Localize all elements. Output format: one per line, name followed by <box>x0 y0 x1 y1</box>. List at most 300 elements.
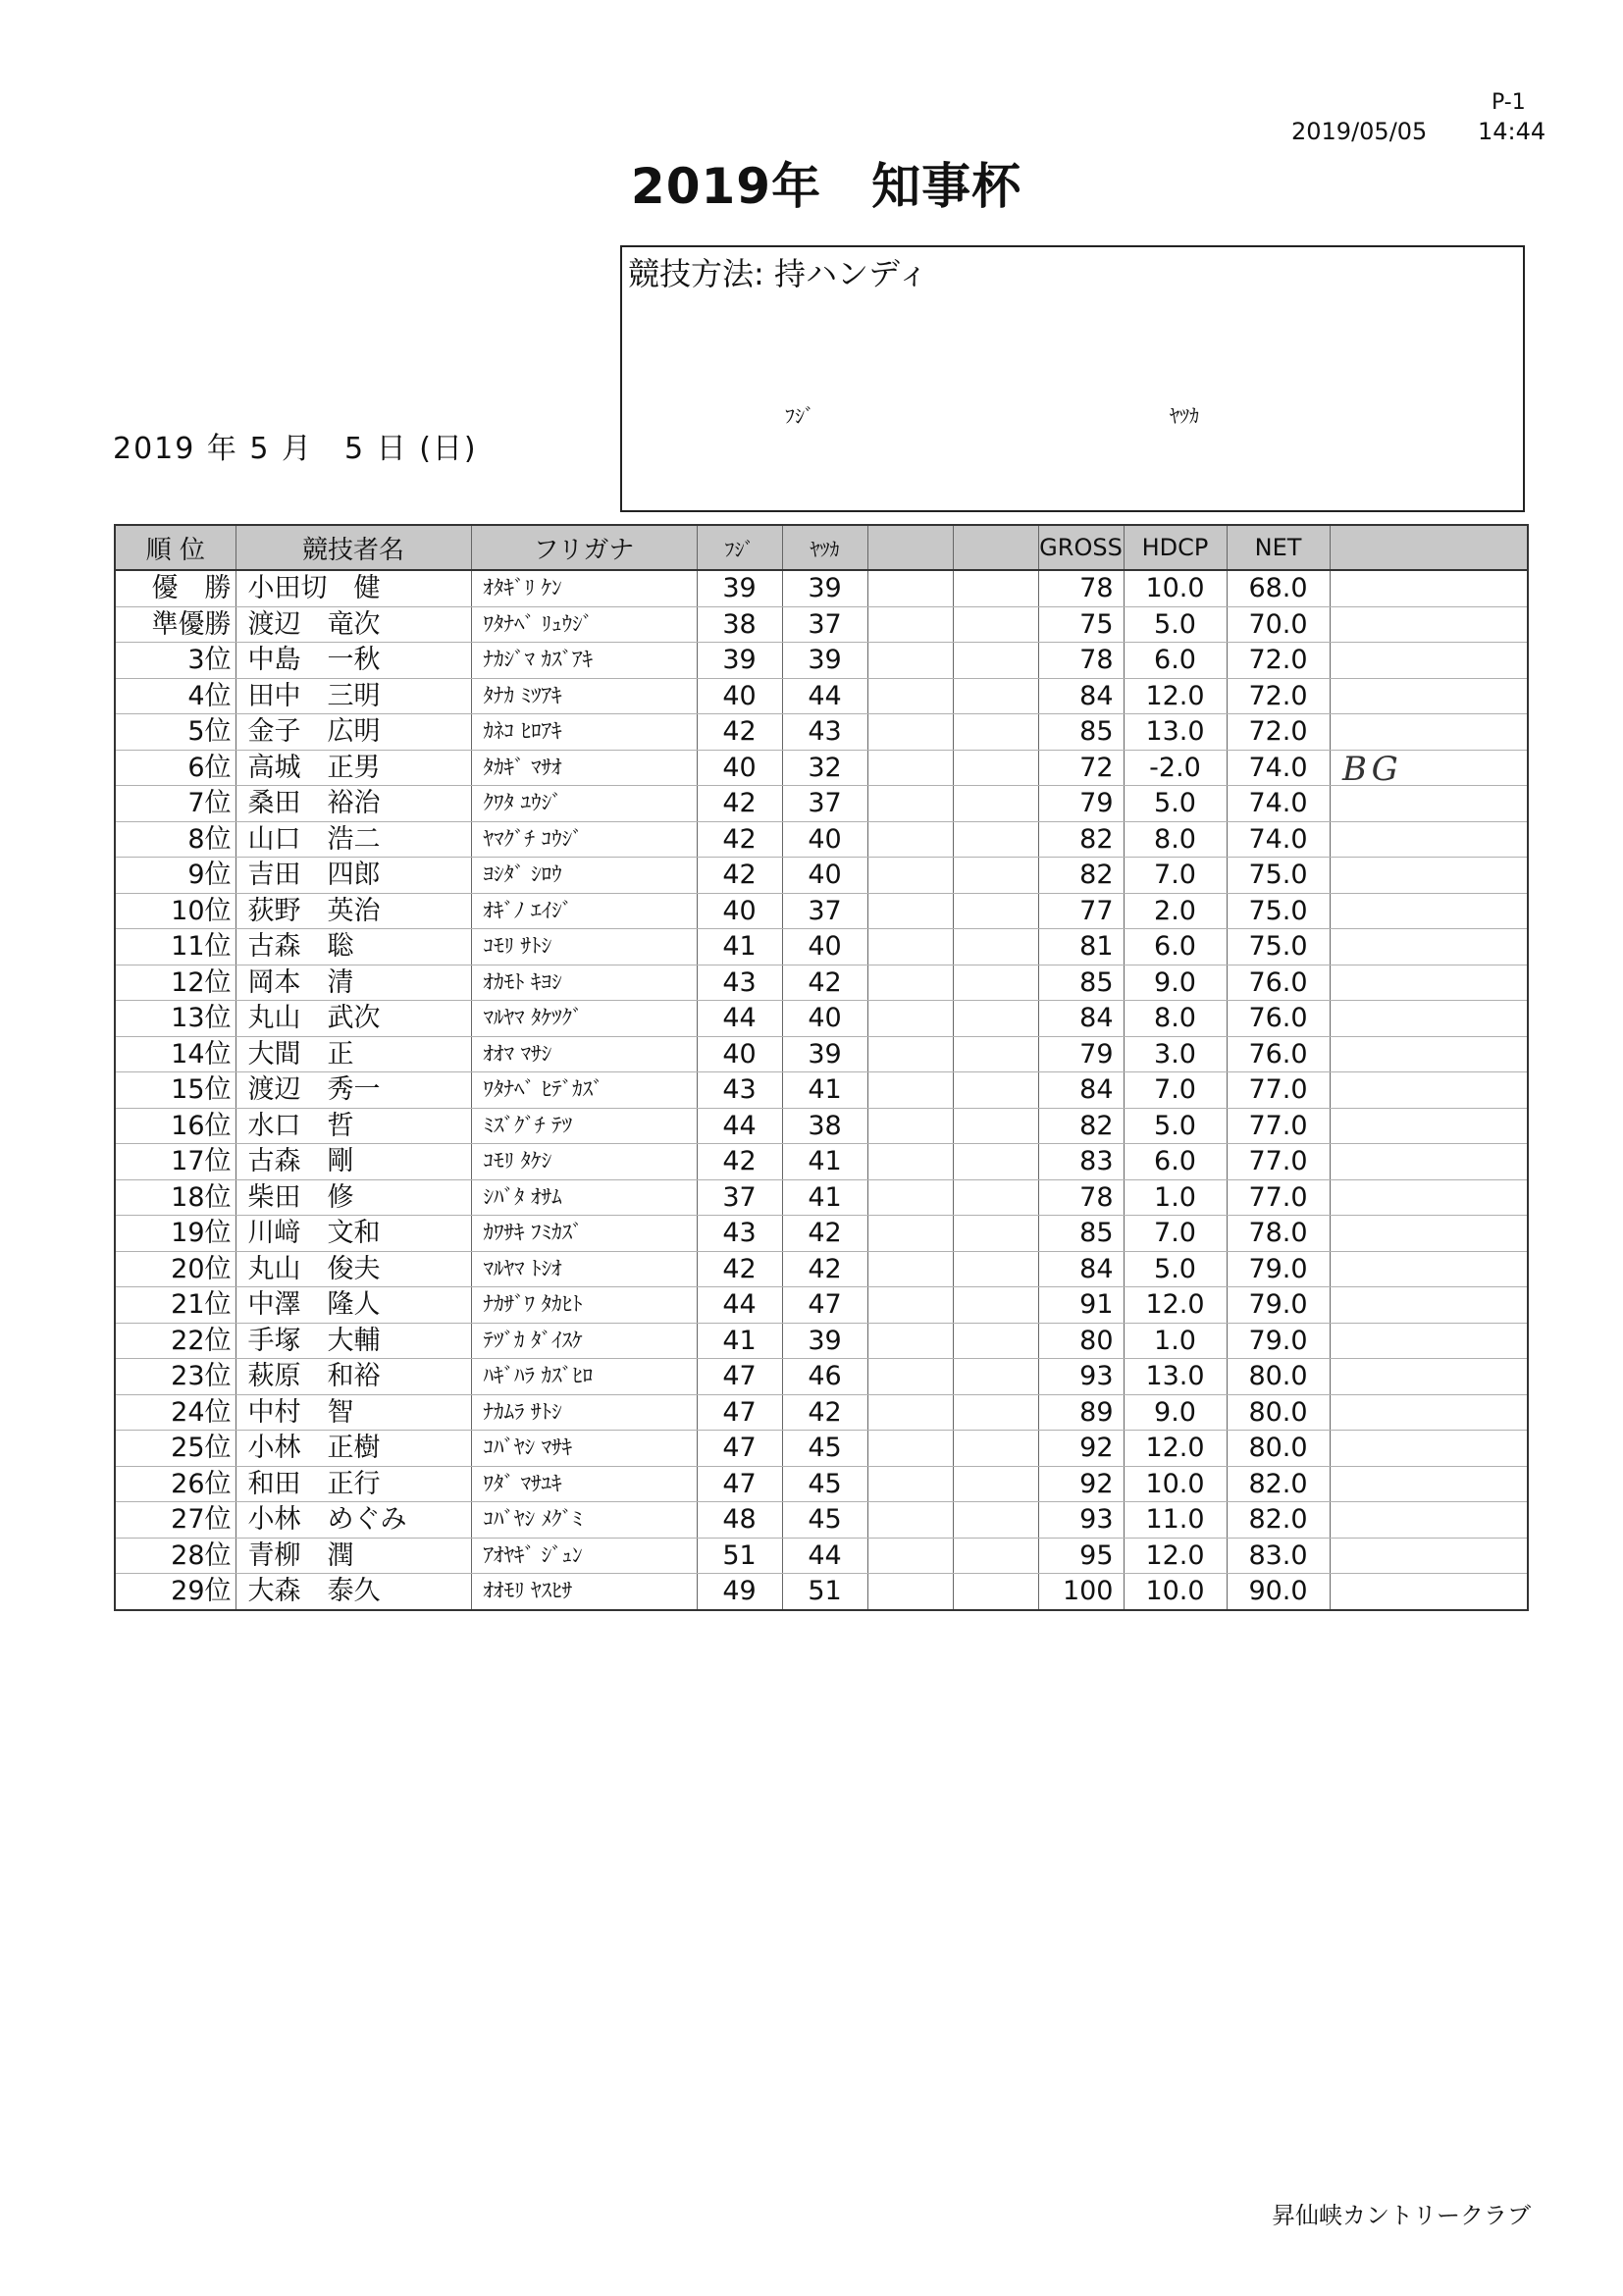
cell-note <box>1330 714 1528 751</box>
cell-hdcp: 9.0 <box>1124 965 1227 1001</box>
cell-blank1 <box>867 821 953 858</box>
cell-hdcp: 7.0 <box>1124 858 1227 894</box>
cell-course2: 42 <box>782 1394 867 1431</box>
cell-blank1 <box>867 858 953 894</box>
cell-hdcp: 11.0 <box>1124 1502 1227 1539</box>
cell-note <box>1330 1072 1528 1109</box>
cell-net: 79.0 <box>1227 1323 1330 1359</box>
cell-note <box>1330 821 1528 858</box>
cell-gross: 75 <box>1038 606 1124 643</box>
cell-course1: 47 <box>697 1394 782 1431</box>
header-course2: ﾔﾂｶ <box>782 525 867 570</box>
cell-note <box>1330 643 1528 679</box>
cell-name: 小林 正樹 <box>236 1431 471 1467</box>
cell-blank1 <box>867 570 953 606</box>
cell-rank: 11位 <box>115 929 236 965</box>
cell-course1: 42 <box>697 786 782 822</box>
cell-gross: 93 <box>1038 1359 1124 1395</box>
cell-rank: 22位 <box>115 1323 236 1359</box>
cell-rank: 20位 <box>115 1251 236 1287</box>
cell-net: 72.0 <box>1227 714 1330 751</box>
cell-gross: 83 <box>1038 1144 1124 1180</box>
cell-name: 柴田 修 <box>236 1179 471 1216</box>
cell-kana: ﾅｶｻﾞﾜ ﾀｶﾋﾄ <box>471 1287 697 1324</box>
cell-blank1 <box>867 643 953 679</box>
cell-hdcp: 12.0 <box>1124 678 1227 714</box>
cell-hdcp: 6.0 <box>1124 1144 1227 1180</box>
cell-course2: 47 <box>782 1287 867 1324</box>
cell-blank1 <box>867 1394 953 1431</box>
table-row <box>115 1072 1528 1109</box>
cell-hdcp: 5.0 <box>1124 1251 1227 1287</box>
cell-hdcp: 10.0 <box>1124 570 1227 606</box>
cell-course1: 39 <box>697 570 782 606</box>
cell-hdcp: 10.0 <box>1124 1574 1227 1610</box>
table-row <box>115 893 1528 929</box>
cell-rank: 26位 <box>115 1466 236 1502</box>
cell-net: 75.0 <box>1227 893 1330 929</box>
cell-blank2 <box>953 678 1038 714</box>
table-row <box>115 821 1528 858</box>
event-date: 2019 年 5 月 5 日 (日) <box>113 432 478 466</box>
cell-blank2 <box>953 1466 1038 1502</box>
cell-kana: ﾊｷﾞﾊﾗ ｶｽﾞﾋﾛ <box>471 1359 697 1395</box>
table-row <box>115 1538 1528 1574</box>
cell-blank1 <box>867 965 953 1001</box>
cell-note <box>1330 1574 1528 1610</box>
cell-name: 水口 哲 <box>236 1108 471 1144</box>
cell-note <box>1330 570 1528 606</box>
cell-name: 和田 正行 <box>236 1466 471 1502</box>
cell-blank2 <box>953 1251 1038 1287</box>
cell-blank2 <box>953 929 1038 965</box>
cell-hdcp: 12.0 <box>1124 1538 1227 1574</box>
cell-net: 77.0 <box>1227 1179 1330 1216</box>
cell-net: 79.0 <box>1227 1251 1330 1287</box>
cell-name: 桑田 裕治 <box>236 786 471 822</box>
cell-gross: 72 <box>1038 750 1124 786</box>
course2-label: ﾔﾂｶ <box>1170 404 1199 428</box>
cell-hdcp: 5.0 <box>1124 1108 1227 1144</box>
cell-name: 大間 正 <box>236 1036 471 1072</box>
cell-rank: 27位 <box>115 1502 236 1539</box>
header-blank2 <box>953 525 1038 570</box>
cell-net: 80.0 <box>1227 1394 1330 1431</box>
cell-net: 68.0 <box>1227 570 1330 606</box>
cell-gross: 84 <box>1038 678 1124 714</box>
cell-hdcp: 2.0 <box>1124 893 1227 929</box>
cell-net: 83.0 <box>1227 1538 1330 1574</box>
cell-note <box>1330 858 1528 894</box>
cell-net: 79.0 <box>1227 1287 1330 1324</box>
table-row <box>115 1287 1528 1324</box>
cell-rank: 5位 <box>115 714 236 751</box>
cell-name: 中島 一秋 <box>236 643 471 679</box>
cell-course1: 40 <box>697 678 782 714</box>
cell-blank1 <box>867 1072 953 1109</box>
cell-blank1 <box>867 1036 953 1072</box>
cell-gross: 82 <box>1038 858 1124 894</box>
cell-note <box>1330 1108 1528 1144</box>
cell-name: 古森 聡 <box>236 929 471 965</box>
cell-note <box>1330 1431 1528 1467</box>
cell-net: 74.0 <box>1227 750 1330 786</box>
cell-course2: 45 <box>782 1502 867 1539</box>
cell-note <box>1330 929 1528 965</box>
cell-net: 70.0 <box>1227 606 1330 643</box>
cell-hdcp: 5.0 <box>1124 606 1227 643</box>
header-name: 競技者名 <box>236 525 471 570</box>
cell-kana: ﾅｶﾑﾗ ｻﾄｼ <box>471 1394 697 1431</box>
cell-hdcp: 12.0 <box>1124 1287 1227 1324</box>
header-blank1 <box>867 525 953 570</box>
cell-course1: 42 <box>697 1144 782 1180</box>
cell-blank2 <box>953 1179 1038 1216</box>
cell-rank: 28位 <box>115 1538 236 1574</box>
cell-course2: 40 <box>782 929 867 965</box>
cell-net: 90.0 <box>1227 1574 1330 1610</box>
cell-blank2 <box>953 643 1038 679</box>
cell-gross: 82 <box>1038 1108 1124 1144</box>
cell-gross: 85 <box>1038 1216 1124 1252</box>
cell-blank1 <box>867 1538 953 1574</box>
cell-blank1 <box>867 1001 953 1037</box>
cell-name: 川﨑 文和 <box>236 1216 471 1252</box>
cell-net: 80.0 <box>1227 1431 1330 1467</box>
cell-gross: 92 <box>1038 1466 1124 1502</box>
cell-kana: ｺﾊﾞﾔｼ ﾏｻｷ <box>471 1431 697 1467</box>
cell-rank: 9位 <box>115 858 236 894</box>
cell-course2: 32 <box>782 750 867 786</box>
cell-note <box>1330 1394 1528 1431</box>
cell-hdcp: 10.0 <box>1124 1466 1227 1502</box>
cell-gross: 78 <box>1038 570 1124 606</box>
course1-label: ﾌｼﾞ <box>785 404 814 428</box>
cell-net: 77.0 <box>1227 1144 1330 1180</box>
cell-name: 青柳 潤 <box>236 1538 471 1574</box>
header-course1: ﾌｼﾞ <box>697 525 782 570</box>
cell-name: 大森 泰久 <box>236 1574 471 1610</box>
cell-gross: 95 <box>1038 1538 1124 1574</box>
cell-kana: ｵｷﾞﾉ ｴｲｼﾞ <box>471 893 697 929</box>
cell-blank1 <box>867 786 953 822</box>
cell-note <box>1330 1144 1528 1180</box>
cell-kana: ﾖｼﾀﾞ ｼﾛｳ <box>471 858 697 894</box>
cell-name: 古森 剛 <box>236 1144 471 1180</box>
cell-name: 手塚 大輔 <box>236 1323 471 1359</box>
cell-kana: ﾀﾅｶ ﾐﾂｱｷ <box>471 678 697 714</box>
cell-name: 山口 浩二 <box>236 821 471 858</box>
cell-course2: 39 <box>782 570 867 606</box>
cell-net: 80.0 <box>1227 1359 1330 1395</box>
cell-course1: 48 <box>697 1502 782 1539</box>
cell-kana: ｸﾜﾀ ﾕｳｼﾞ <box>471 786 697 822</box>
cell-course2: 45 <box>782 1431 867 1467</box>
cell-net: 77.0 <box>1227 1108 1330 1144</box>
table-row <box>115 1036 1528 1072</box>
cell-course1: 44 <box>697 1108 782 1144</box>
cell-kana: ﾔﾏｸﾞﾁ ｺｳｼﾞ <box>471 821 697 858</box>
cell-course2: 39 <box>782 643 867 679</box>
cell-course1: 42 <box>697 714 782 751</box>
cell-blank2 <box>953 714 1038 751</box>
cell-course2: 42 <box>782 1216 867 1252</box>
cell-hdcp: 8.0 <box>1124 1001 1227 1037</box>
cell-blank1 <box>867 606 953 643</box>
cell-kana: ｶﾈｺ ﾋﾛｱｷ <box>471 714 697 751</box>
cell-blank2 <box>953 570 1038 606</box>
table-row <box>115 678 1528 714</box>
cell-gross: 91 <box>1038 1287 1124 1324</box>
cell-course2: 44 <box>782 1538 867 1574</box>
cell-gross: 84 <box>1038 1001 1124 1037</box>
cell-blank2 <box>953 1574 1038 1610</box>
cell-rank: 12位 <box>115 965 236 1001</box>
cell-gross: 77 <box>1038 893 1124 929</box>
results-table <box>114 524 1529 1611</box>
cell-blank2 <box>953 1287 1038 1324</box>
club-name: 昇仙峡カントリークラブ <box>1272 2202 1531 2229</box>
cell-kana: ﾐｽﾞｸﾞﾁ ﾃﾂ <box>471 1108 697 1144</box>
cell-blank2 <box>953 1323 1038 1359</box>
cell-course1: 51 <box>697 1538 782 1574</box>
cell-note <box>1330 893 1528 929</box>
cell-blank2 <box>953 1431 1038 1467</box>
cell-blank2 <box>953 786 1038 822</box>
page-number: P-1 <box>1492 90 1526 115</box>
cell-hdcp: 6.0 <box>1124 929 1227 965</box>
cell-gross: 80 <box>1038 1323 1124 1359</box>
cell-blank1 <box>867 1216 953 1252</box>
cell-course2: 38 <box>782 1108 867 1144</box>
header-note <box>1330 525 1528 570</box>
cell-blank1 <box>867 1323 953 1359</box>
cell-gross: 78 <box>1038 1179 1124 1216</box>
cell-gross: 79 <box>1038 1036 1124 1072</box>
cell-rank: 8位 <box>115 821 236 858</box>
cell-rank: 24位 <box>115 1394 236 1431</box>
cell-blank2 <box>953 1359 1038 1395</box>
cell-name: 丸山 俊夫 <box>236 1251 471 1287</box>
cell-course1: 39 <box>697 643 782 679</box>
handwritten-note: BG <box>1342 750 1402 789</box>
cell-kana: ｼﾊﾞﾀ ｵｻﾑ <box>471 1179 697 1216</box>
cell-kana: ﾜﾀﾞ ﾏｻﾕｷ <box>471 1466 697 1502</box>
cell-rank: 19位 <box>115 1216 236 1252</box>
cell-name: 萩原 和裕 <box>236 1359 471 1395</box>
cell-name: 丸山 武次 <box>236 1001 471 1037</box>
cell-blank2 <box>953 750 1038 786</box>
cell-course1: 43 <box>697 965 782 1001</box>
cell-course1: 37 <box>697 1179 782 1216</box>
cell-course2: 39 <box>782 1323 867 1359</box>
cell-gross: 84 <box>1038 1072 1124 1109</box>
cell-course1: 42 <box>697 821 782 858</box>
cell-course1: 40 <box>697 1036 782 1072</box>
cell-rank: 6位 <box>115 750 236 786</box>
cell-course2: 43 <box>782 714 867 751</box>
cell-rank: 15位 <box>115 1072 236 1109</box>
cell-blank2 <box>953 606 1038 643</box>
cell-note <box>1330 1036 1528 1072</box>
table-row <box>115 1466 1528 1502</box>
header-net: NET <box>1227 525 1330 570</box>
cell-hdcp: 8.0 <box>1124 821 1227 858</box>
table-row <box>115 606 1528 643</box>
cell-name: 荻野 英治 <box>236 893 471 929</box>
table-row <box>115 1144 1528 1180</box>
cell-course2: 42 <box>782 965 867 1001</box>
cell-note <box>1330 1001 1528 1037</box>
cell-blank2 <box>953 1502 1038 1539</box>
cell-course1: 43 <box>697 1216 782 1252</box>
cell-course2: 44 <box>782 678 867 714</box>
table-row <box>115 750 1528 786</box>
competition-method-label: 競技方法: 持ハンディ <box>628 255 929 292</box>
cell-rank: 4位 <box>115 678 236 714</box>
cell-blank1 <box>867 1251 953 1287</box>
cell-net: 74.0 <box>1227 821 1330 858</box>
table-header-row <box>115 525 1528 570</box>
cell-note <box>1330 678 1528 714</box>
cell-kana: ﾏﾙﾔﾏ ﾄｼｵ <box>471 1251 697 1287</box>
cell-name: 小田切 健 <box>236 570 471 606</box>
table-row <box>115 858 1528 894</box>
cell-hdcp: 3.0 <box>1124 1036 1227 1072</box>
print-date: 2019/05/05 <box>1291 118 1428 145</box>
cell-course1: 41 <box>697 1323 782 1359</box>
cell-kana: ｺﾓﾘ ﾀｹｼ <box>471 1144 697 1180</box>
header-gross: GROSS <box>1038 525 1124 570</box>
cell-course2: 37 <box>782 786 867 822</box>
cell-net: 74.0 <box>1227 786 1330 822</box>
cell-course2: 37 <box>782 606 867 643</box>
cell-name: 田中 三明 <box>236 678 471 714</box>
cell-course2: 46 <box>782 1359 867 1395</box>
cell-course2: 51 <box>782 1574 867 1610</box>
table-row <box>115 929 1528 965</box>
table-row <box>115 786 1528 822</box>
cell-blank1 <box>867 1466 953 1502</box>
cell-course1: 42 <box>697 1251 782 1287</box>
cell-kana: ｵｵﾏ ﾏｻｼ <box>471 1036 697 1072</box>
cell-blank1 <box>867 1144 953 1180</box>
cell-blank1 <box>867 1108 953 1144</box>
cell-gross: 85 <box>1038 714 1124 751</box>
cell-name: 吉田 四郎 <box>236 858 471 894</box>
cell-blank1 <box>867 1574 953 1610</box>
cell-blank1 <box>867 929 953 965</box>
cell-hdcp: 1.0 <box>1124 1323 1227 1359</box>
cell-rank: 優 勝 <box>115 570 236 606</box>
cell-blank2 <box>953 965 1038 1001</box>
cell-blank1 <box>867 1502 953 1539</box>
cell-rank: 18位 <box>115 1179 236 1216</box>
cell-blank1 <box>867 893 953 929</box>
cell-net: 82.0 <box>1227 1466 1330 1502</box>
cell-course1: 42 <box>697 858 782 894</box>
cell-course1: 47 <box>697 1466 782 1502</box>
cell-net: 76.0 <box>1227 1001 1330 1037</box>
cell-note <box>1330 1216 1528 1252</box>
cell-course2: 40 <box>782 821 867 858</box>
cell-kana: ｱｵﾔｷﾞ ｼﾞｭﾝ <box>471 1538 697 1574</box>
cell-course1: 47 <box>697 1359 782 1395</box>
cell-name: 小林 めぐみ <box>236 1502 471 1539</box>
cell-blank1 <box>867 750 953 786</box>
header-rank: 順 位 <box>115 525 236 570</box>
cell-blank2 <box>953 1001 1038 1037</box>
cell-note <box>1330 1538 1528 1574</box>
table-row <box>115 1216 1528 1252</box>
table-row <box>115 1359 1528 1395</box>
table-row <box>115 1108 1528 1144</box>
cell-note <box>1330 1502 1528 1539</box>
cell-hdcp: 9.0 <box>1124 1394 1227 1431</box>
table-row <box>115 1502 1528 1539</box>
cell-hdcp: 1.0 <box>1124 1179 1227 1216</box>
cell-course1: 40 <box>697 750 782 786</box>
cell-kana: ﾅｶｼﾞﾏ ｶｽﾞｱｷ <box>471 643 697 679</box>
cell-hdcp: 5.0 <box>1124 786 1227 822</box>
cell-note <box>1330 965 1528 1001</box>
cell-name: 渡辺 竜次 <box>236 606 471 643</box>
cell-blank2 <box>953 1538 1038 1574</box>
cell-gross: 79 <box>1038 786 1124 822</box>
header-hdcp: HDCP <box>1124 525 1227 570</box>
cell-gross: 92 <box>1038 1431 1124 1467</box>
table-row <box>115 1394 1528 1431</box>
cell-kana: ﾀｶｷﾞ ﾏｻｵ <box>471 750 697 786</box>
cell-blank1 <box>867 678 953 714</box>
cell-blank1 <box>867 714 953 751</box>
table-row <box>115 1179 1528 1216</box>
table-row <box>115 1574 1528 1610</box>
cell-rank: 13位 <box>115 1001 236 1037</box>
cell-blank2 <box>953 1216 1038 1252</box>
cell-blank2 <box>953 893 1038 929</box>
cell-note <box>1330 1287 1528 1324</box>
cell-blank2 <box>953 821 1038 858</box>
cell-note <box>1330 1359 1528 1395</box>
print-time: 14:44 <box>1478 118 1546 145</box>
cell-kana: ｶﾜｻｷ ﾌﾐｶｽﾞ <box>471 1216 697 1252</box>
cell-blank1 <box>867 1431 953 1467</box>
cell-note <box>1330 1323 1528 1359</box>
cell-rank: 14位 <box>115 1036 236 1072</box>
cell-course1: 44 <box>697 1287 782 1324</box>
table-row <box>115 1001 1528 1037</box>
cell-blank2 <box>953 1394 1038 1431</box>
cell-rank: 23位 <box>115 1359 236 1395</box>
cell-course2: 40 <box>782 1001 867 1037</box>
cell-gross: 81 <box>1038 929 1124 965</box>
cell-hdcp: 6.0 <box>1124 643 1227 679</box>
cell-gross: 100 <box>1038 1574 1124 1610</box>
cell-blank2 <box>953 1072 1038 1109</box>
page-title: 2019年 知事杯 <box>630 158 1022 215</box>
cell-hdcp: 12.0 <box>1124 1431 1227 1467</box>
cell-net: 75.0 <box>1227 858 1330 894</box>
cell-kana: ｵｵﾓﾘ ﾔｽﾋｻ <box>471 1574 697 1610</box>
cell-net: 77.0 <box>1227 1072 1330 1109</box>
cell-rank: 29位 <box>115 1574 236 1610</box>
table-row <box>115 714 1528 751</box>
cell-gross: 82 <box>1038 821 1124 858</box>
cell-rank: 16位 <box>115 1108 236 1144</box>
cell-rank: 10位 <box>115 893 236 929</box>
cell-course2: 45 <box>782 1466 867 1502</box>
